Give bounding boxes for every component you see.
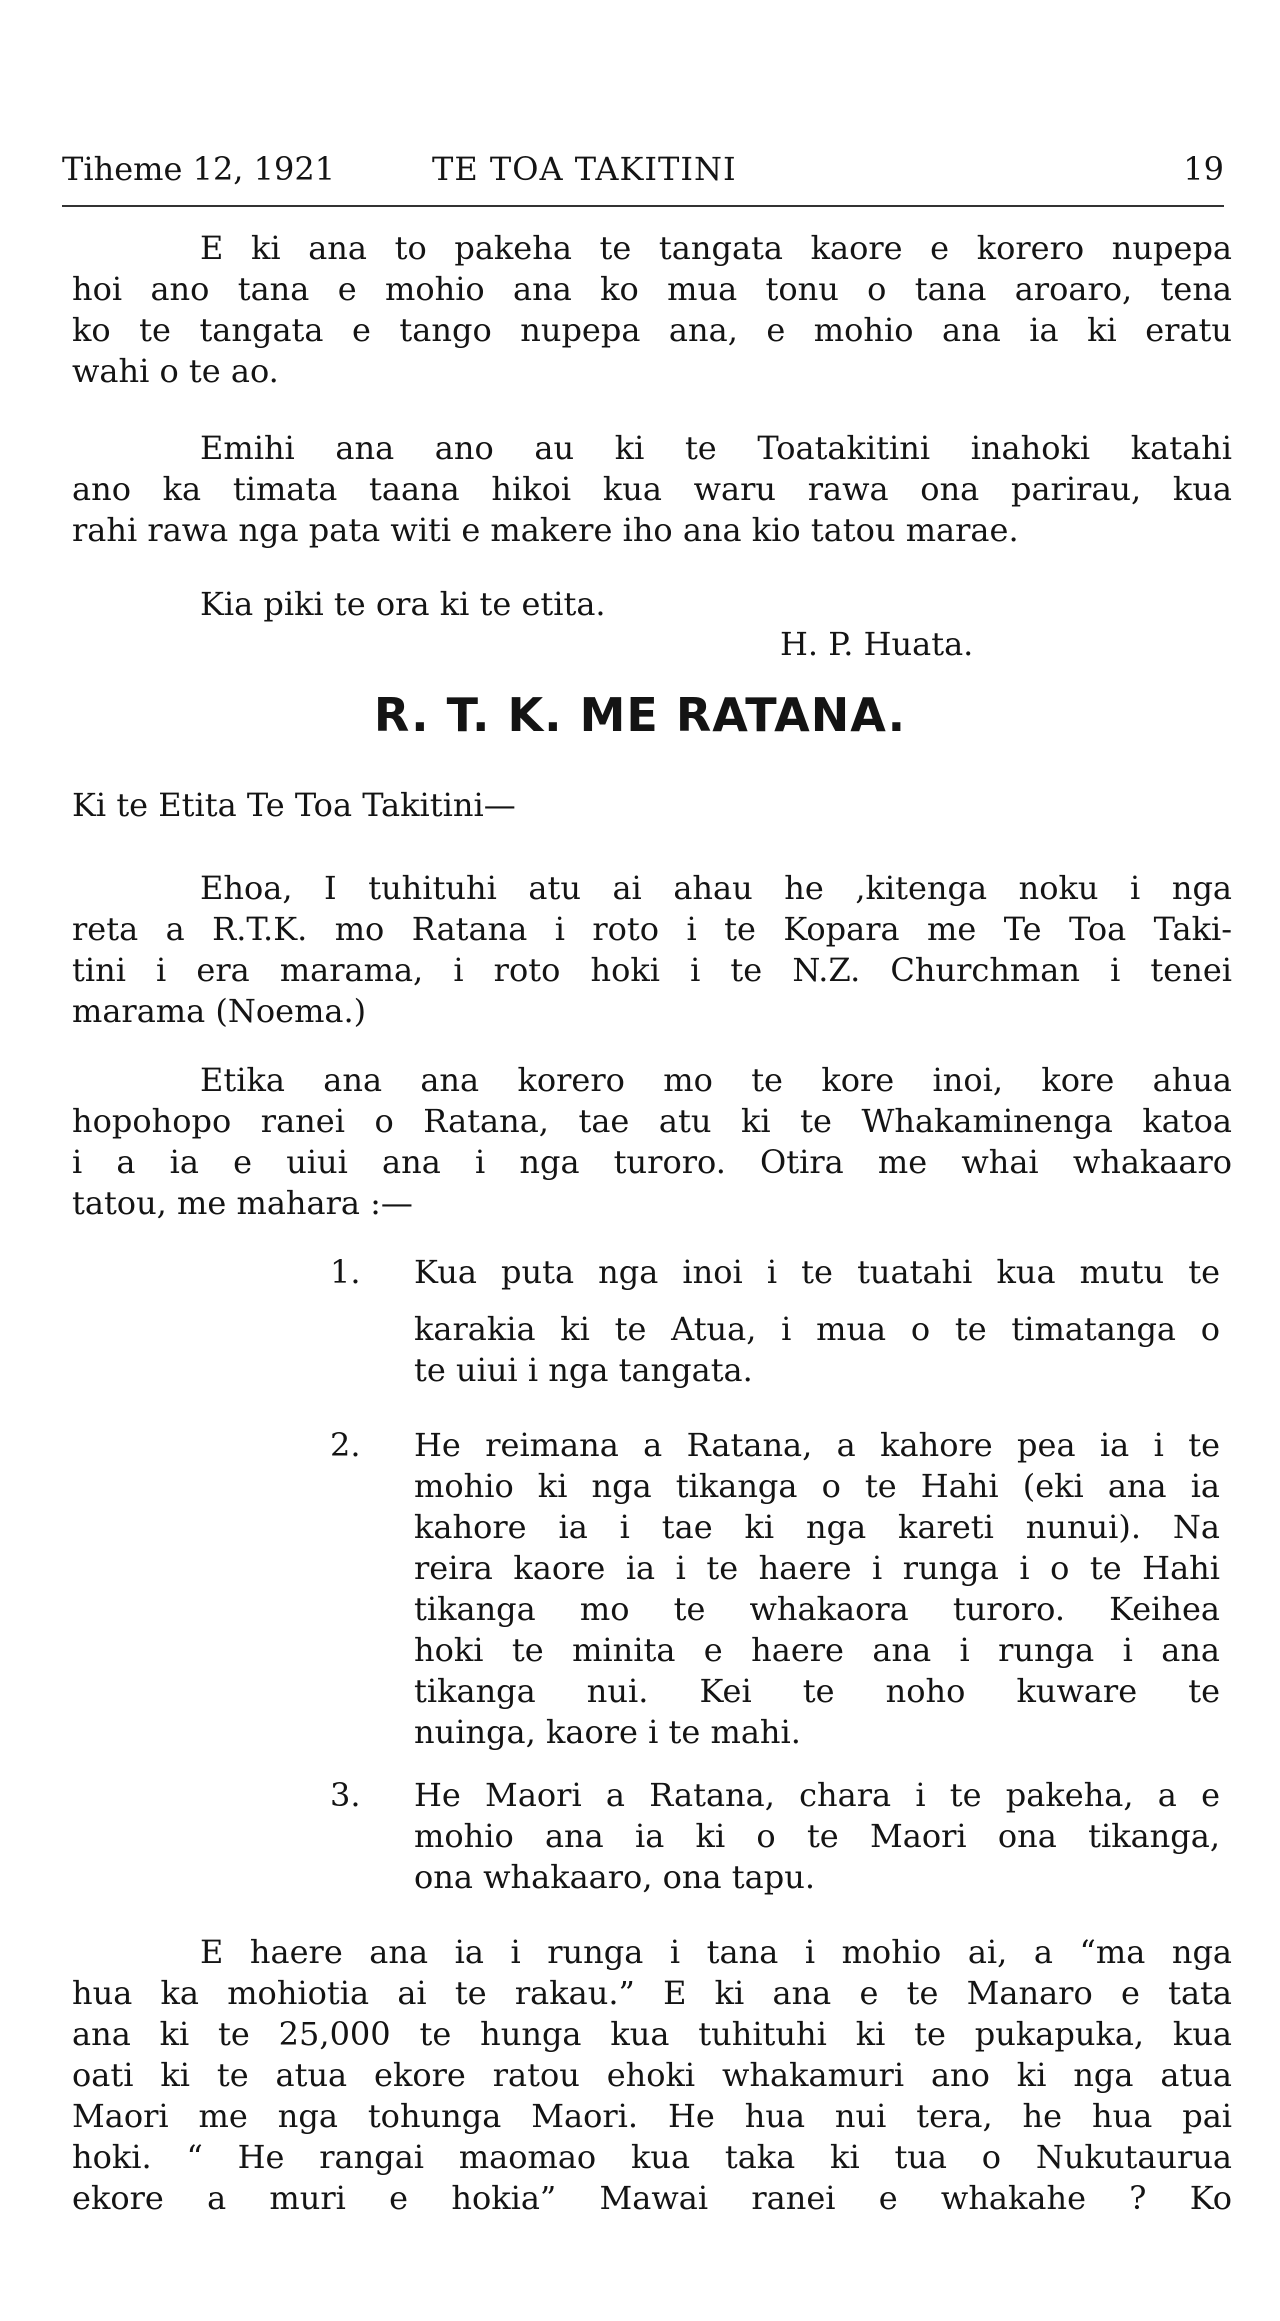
text-line: mohio ana ia ki o te Maori ona tikanga,	[414, 1817, 1220, 1855]
text-line: tatou, me mahara :—	[72, 1184, 413, 1222]
running-header	[62, 150, 1224, 200]
item-number: 2.	[330, 1426, 361, 1464]
text-line: Emihi ana ano au ki te Toatakitini inahoki katahi	[200, 429, 1232, 467]
numbered-item-2	[330, 1425, 1220, 1753]
text-line: E haere ana ia i runga i tana i mohio ai, a “ma nga	[200, 1933, 1232, 1971]
text-line: ona whakaaro, ona tapu.	[414, 1858, 815, 1896]
letter1-paragraph-1	[72, 228, 1232, 392]
item-number: 3.	[330, 1776, 361, 1814]
text-line: Kua puta nga inoi i te tuatahi kua mutu te	[414, 1253, 1220, 1291]
text-line: ana ki te 25,000 te hunga kua tuhituhi ki te pukapuka, kua	[72, 2015, 1232, 2053]
article-salutation	[72, 785, 1232, 826]
text-line: tikanga mo te whakaora turoro. Keihea	[414, 1590, 1220, 1628]
text-line: i a ia e uiui ana i nga turoro. Otira me whai whakaaro	[72, 1143, 1232, 1181]
text-line: mohio ki nga tikanga o te Hahi (eki ana ia	[414, 1467, 1220, 1505]
text-line: wahi o te ao.	[72, 352, 279, 390]
text-line: hoki te minita e haere ana i runga i ana	[414, 1631, 1220, 1669]
header-title: TE TOA TAKITINI	[432, 150, 737, 188]
text-line: He reimana a Ratana, a kahore pea ia i te	[414, 1426, 1220, 1464]
letter1-closing	[72, 584, 1232, 625]
salutation-line: Ki te Etita Te Toa Takitini—	[72, 786, 516, 824]
numbered-item-3	[330, 1775, 1220, 1898]
text-line: hoki. “ He rangai maomao kua taka ki tua o Nukutaurua	[72, 2138, 1232, 2176]
article-paragraph-2	[72, 1060, 1232, 1224]
text-line: He Maori a Ratana, chara i te pakeha, a e	[414, 1776, 1220, 1814]
text-line: hopohopo ranei o Ratana, tae atu ki te Whakaminenga katoa	[72, 1102, 1232, 1140]
closing-line: Kia piki te ora ki te etita.	[200, 585, 606, 623]
text-line: kahore ia i tae ki nga kareti nunui). Na	[414, 1508, 1220, 1546]
article-title: R. T. K. ME RATANA.	[373, 688, 907, 742]
text-line: te uiui i nga tangata.	[414, 1351, 753, 1389]
text-line: E ki ana to pakeha te tangata kaore e korero nupepa	[200, 229, 1232, 267]
letter1-paragraph-2	[72, 428, 1232, 551]
header-date: Tiheme 12, 1921	[62, 150, 336, 188]
text-line: tikanga nui. Kei te noho kuware te	[414, 1672, 1220, 1710]
text-line: ano ka timata taana hikoi kua waru rawa ona parirau, kua	[72, 470, 1232, 508]
text-line: marama (Noema.)	[72, 992, 367, 1030]
text-line: reta a R.T.K. mo Ratana i roto i te Kopara me Te Toa Taki-	[72, 910, 1232, 948]
header-page-number: 19	[1183, 150, 1224, 188]
numbered-item-1	[330, 1252, 1220, 1391]
text-line: ko te tangata e tango nupepa ana, e mohio ana ia ki eratu	[72, 311, 1232, 349]
text-line: ekore a muri e hokia” Mawai ranei e whakahe ? Ko	[72, 2179, 1232, 2217]
text-line: Etika ana ana korero mo te kore inoi, kore ahua	[200, 1061, 1232, 1099]
text-line: hua ka mohiotia ai te rakau.” E ki ana e te Manaro e tata	[72, 1974, 1232, 2012]
text-line: nuinga, kaore i te mahi.	[414, 1713, 801, 1751]
letter1-signature: H. P. Huata.	[780, 625, 974, 663]
text-line: Maori me nga tohunga Maori. He hua nui tera, he hua pai	[72, 2097, 1232, 2135]
item-number: 1.	[330, 1253, 361, 1291]
text-line: reira kaore ia i te haere i runga i o te Hahi	[414, 1549, 1220, 1587]
text-line: hoi ano tana e mohio ana ko mua tonu o tana aroaro, tena	[72, 270, 1232, 308]
article-paragraph-1	[72, 868, 1232, 1032]
text-line: tini i era marama, i roto hoki i te N.Z. Churchman i tenei	[72, 951, 1232, 989]
text-line: karakia ki te Atua, i mua o te timatanga o	[414, 1310, 1220, 1348]
header-rule	[62, 205, 1224, 207]
text-line: oati ki te atua ekore ratou ehoki whakamuri ano ki nga atua	[72, 2056, 1232, 2094]
text-line: rahi rawa nga pata witi e makere iho ana kio tatou marae.	[72, 511, 1019, 549]
text-line: Ehoa, I tuhituhi atu ai ahau he ,kitenga noku i nga	[200, 869, 1232, 907]
article-paragraph-3	[72, 1932, 1232, 2219]
